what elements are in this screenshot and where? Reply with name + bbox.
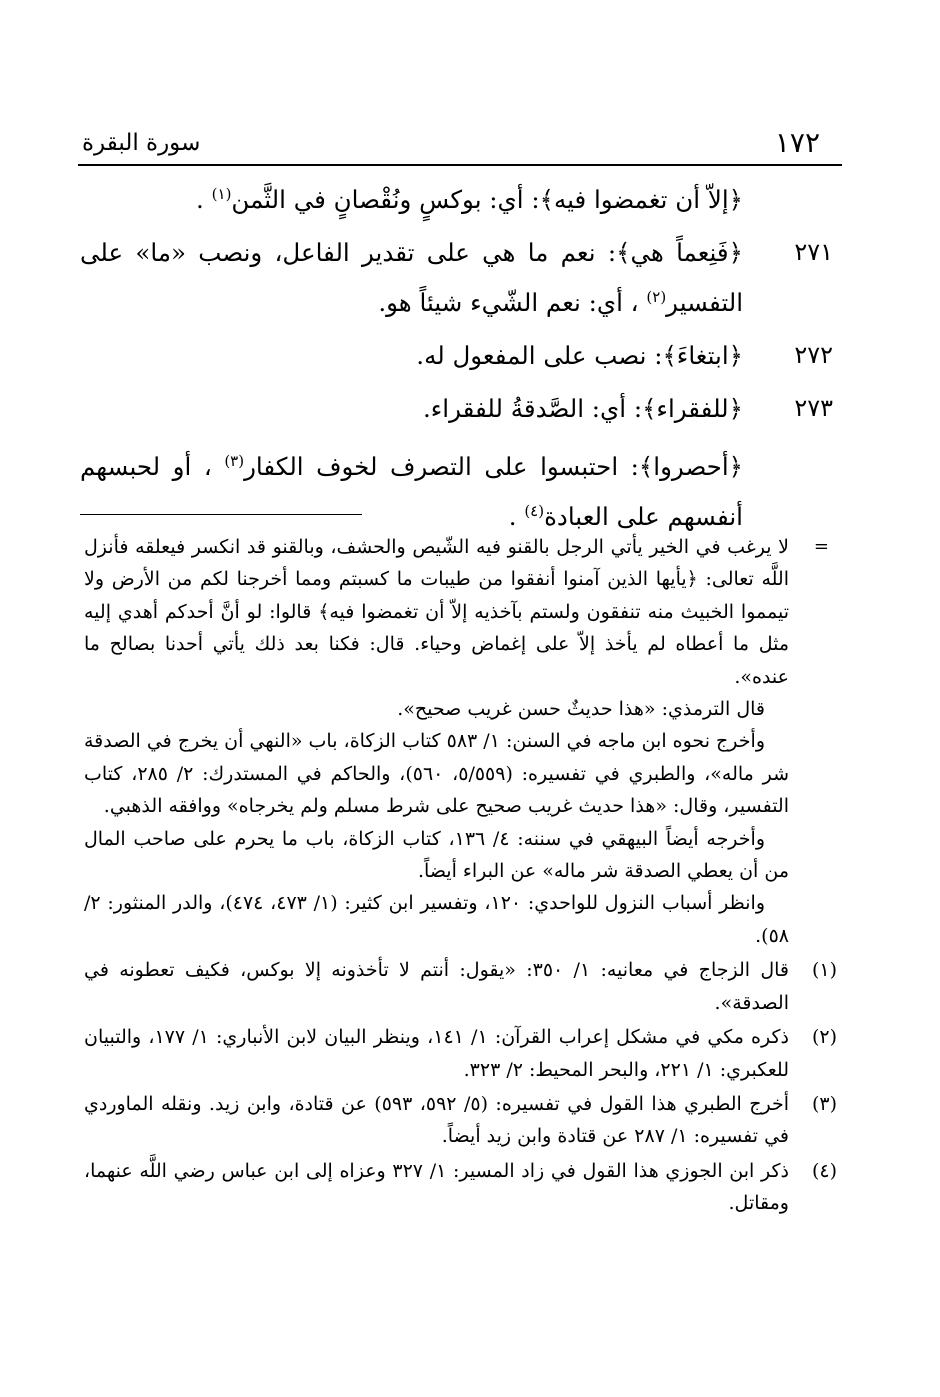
entry-1 [80, 172, 835, 222]
header-rule [78, 164, 842, 166]
footnote-ref: (١) [211, 185, 232, 203]
footnote-text: أخرج الطبري هذا القول في تفسيره: (٥/ ٥٩٢، ٥٩٣) عن قتادة، وابن زيد. ونقله الماوردي في تفسيره: ١/ ٢٨٧ عن قتادة وابن زيد أيضاً. [84, 1092, 789, 1148]
main-text [80, 172, 835, 548]
entry-ahsiru [80, 439, 835, 539]
note-paragraph: وأخرجه أيضاً البيهقي في سننه: ٤/ ١٣٦، كتاب الزكاة، باب ما يحرم على صاحب المال من أن يعطي الصدقة شر ماله» عن البراء أيضاً. [84, 827, 789, 883]
note-paragraph: قال الترمذي: «هذا حديثٌ حسن غريب صحيح». [397, 698, 765, 721]
footnote-ref: (٤) [524, 502, 545, 521]
entry-text-end: . [508, 502, 517, 532]
entry-271 [80, 230, 835, 325]
footnote-number: (٣) [811, 1092, 837, 1115]
continuation-note [84, 531, 839, 952]
footnote-number: (٤) [811, 1159, 837, 1182]
note-paragraph: وأخرج نحوه ابن ماجه في السنن: ١/ ٥٨٣ كتاب الزكاة، باب «النهي أن يخرج في الصدقة شر ماله»، والطبري في تفسيره: (٥/٥٥٩، ٥٦٠)، والحاكم في المستدرك: ٢/ ٢٨٥، كتاب التفسير، وقال: «هذا حديث غريب صحيح على شرط مسلم ولم يخرجاه» ووافقه الذهبي. [84, 730, 789, 818]
footnote-3 [84, 1088, 839, 1153]
footnote-separator [80, 514, 362, 515]
entry-text-mid: ، أو لحبسهم أنفسهم على العبادة [80, 452, 743, 532]
footnote-number: (٢) [811, 1026, 837, 1049]
footnote-4 [84, 1155, 839, 1220]
note-paragraph: وانظر أسباب النزول للواحدي: ١٢٠، وتفسير ابن كثير: (١/ ٤٧٣، ٤٧٤)، والدر المنثور: ٢/ ٥٨). [84, 892, 789, 947]
entry-text-end: . [196, 185, 204, 215]
entry-text-end: ، أي: نعم الشّيء شيئاً هو. [378, 288, 639, 318]
page-number: ١٧٢ [774, 126, 820, 159]
footnote-2 [84, 1021, 839, 1086]
running-header [78, 126, 842, 166]
entry-text: ﴿ابتغاءَ﴾: نصب على المفعول له. [416, 341, 743, 371]
entry-text: ﴿إلاّ أن تغمضوا فيه﴾: أي: بوكسٍ ونُقْصانٍ في الثَّمن [231, 185, 743, 215]
verse-number: ٢٧٢ [794, 341, 833, 370]
entry-text: ﴿فَنِعماً هي﴾: نعم ما هي على تقدير الفاعل، ونصب «ما» على التفسير [80, 238, 743, 318]
entry-text: ﴿أحصروا﴾: احتبسوا على التصرف لخوف الكفار [244, 452, 743, 482]
entry-text: ﴿للفقراء﴾: أي: الصَّدقةُ للفقراء. [423, 394, 743, 424]
continuation-marker: = [813, 536, 829, 557]
footnote-text: ذكره مكي في مشكل إعراب القرآن: ١/ ١٤١، وينظر البيان لابن الأنباري: ١/ ١٧٧، والتبيان للعكبري: ١/ ٢٢١، والبحر المحيط: ٢/ ٣٢٣. [84, 1026, 789, 1081]
entry-272 [80, 333, 835, 378]
footnotes-area [84, 531, 839, 1220]
surah-title: سورة البقرة [82, 130, 201, 156]
entry-273 [80, 386, 835, 431]
verse-number: ٢٧٣ [794, 394, 833, 423]
verse-number: ٢٧١ [794, 238, 833, 267]
note-paragraph: لا يرغب في الخير يأتي الرجل بالقنو فيه الشّيص والحشف، وبالقنو قد انكسر فيعلقه فأنزل اللَّه تعالى: ﴿يأيها الذين آمنوا أنفقوا من طيبات ما كسبتم ومما أخرجنا لكم من الأرض ولا تيمموا الخبيث منه تنفقون ولستم بآخذيه إلاّ أن تغمضوا فيه﴾ قالوا: لو أنَّ أحدكم أهدي إليه مثل ما أعطاه لم يأخذ إلاّ على إغماض وحياء. قال: فكنا بعد ذلك يأتي أحدنا بصالح ما عنده». [84, 536, 789, 688]
footnote-text: قال الزجاج في معانيه: ١/ ٣٥٠: «يقول: أنتم لا تأخذونه إلا بوكس، فكيف تعطونه في الصدقة». [84, 959, 789, 1014]
footnote-ref: (٣) [224, 452, 245, 471]
footnote-text: ذكر ابن الجوزي هذا القول في زاد المسير: ١/ ٣٢٧ وعزاه إلى ابن عباس رضي اللَّه عنهما، ومقاتل. [84, 1159, 789, 1215]
footnote-number: (١) [811, 959, 837, 982]
footnote-ref: (٢) [646, 288, 667, 307]
footnote-1 [84, 954, 839, 1019]
